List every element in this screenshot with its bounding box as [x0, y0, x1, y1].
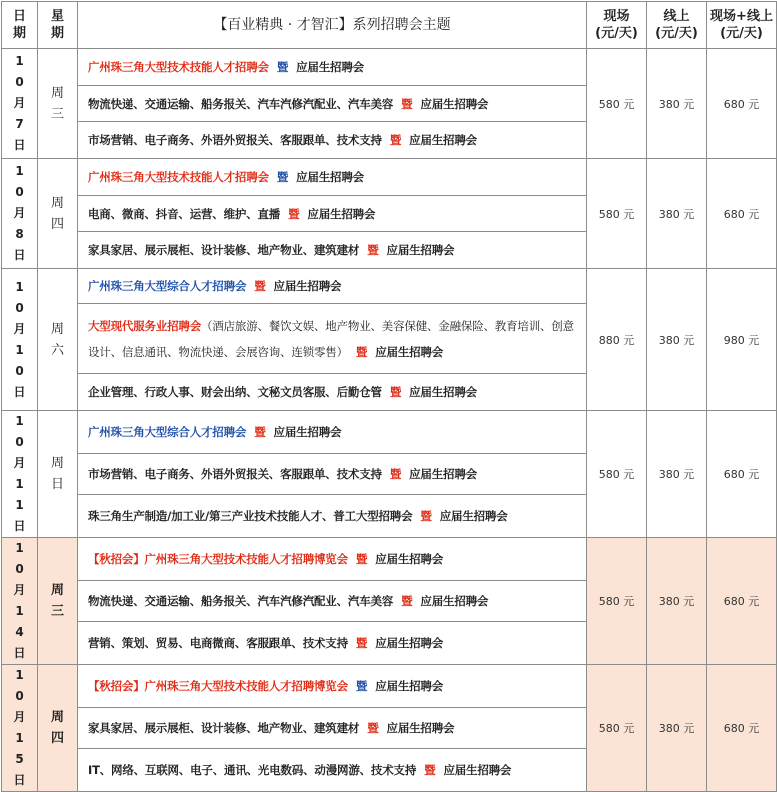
- jia-connector: 暨: [276, 60, 289, 74]
- topic-rest: 应届生招聘会: [273, 279, 342, 293]
- jia-connector: 暨: [355, 636, 368, 651]
- topic-lead: 市场营销、电子商务、外语外贸报关、客服跟单、技术支持: [88, 133, 382, 147]
- topic-rest: 应届生招聘会: [439, 509, 508, 524]
- jia-connector: 暨: [355, 551, 368, 566]
- session-date: [2, 538, 38, 665]
- jia-connector: 暨: [355, 344, 368, 359]
- jia-connector: 暨: [389, 385, 402, 399]
- session-weekday: [38, 665, 78, 792]
- combo-price: 680 元: [707, 159, 777, 269]
- jia-connector: 暨: [254, 424, 266, 439]
- date-header: [2, 2, 38, 49]
- table-row: [2, 49, 777, 86]
- session-date-label: 10月7日: [13, 54, 26, 152]
- session-topic: [78, 665, 587, 708]
- topic-rest: 应届生招聘会: [386, 243, 455, 257]
- combo-price: 980 元: [707, 269, 777, 411]
- weekday-header-label: 星期: [50, 9, 64, 41]
- topic-rest: 应届生招聘会: [296, 170, 364, 184]
- jia-connector: 暨: [389, 466, 402, 481]
- topic-rest: 应届生招聘会: [375, 678, 444, 693]
- online-price: 380 元: [647, 538, 707, 665]
- session-date-label: 10月14日: [13, 541, 26, 660]
- combo-price: 680 元: [707, 538, 777, 665]
- session-date: [2, 411, 38, 538]
- session-weekday: [38, 411, 78, 538]
- topic-lead: 【秋招会】广州珠三角大型技术技能人才招聘博览会: [88, 678, 348, 693]
- session-weekday-label: 周六: [50, 321, 64, 358]
- session-topic: [78, 49, 587, 86]
- topic-lead: 广州珠三角大型综合人才招聘会: [88, 279, 247, 293]
- online-header-line1: 线上: [663, 9, 690, 24]
- session-date-label: 10月11日: [13, 414, 26, 533]
- schedule-table: [1, 1, 777, 792]
- session-topic: [78, 749, 587, 792]
- topic-lead: IT、网络、互联网、电子、通讯、光电数码、动漫网游、技术支持: [88, 763, 417, 778]
- session-weekday-label: 周三: [50, 583, 64, 619]
- online-price: 380 元: [647, 269, 707, 411]
- session-weekday-label: 周三: [50, 85, 64, 122]
- onsite-price: 580 元: [587, 49, 647, 159]
- session-date: [2, 49, 38, 159]
- table-row: [2, 665, 777, 708]
- jia-connector: 暨: [401, 96, 413, 111]
- jia-connector: 暨: [288, 206, 300, 221]
- topic-note: （酒店旅游、餐饮文娱、地产物业、美容保健、金融保险、教育培训、创意设计、信息通讯、物流快递、会展咨询、连锁零售）: [88, 318, 574, 359]
- onsite-price: 580 元: [587, 665, 647, 792]
- jia-connector: 暨: [401, 593, 413, 608]
- jia-connector: 暨: [367, 243, 379, 257]
- combo-price-header: [707, 2, 777, 49]
- session-weekday: [38, 159, 78, 269]
- session-weekday-label: 周四: [50, 710, 64, 746]
- session-date-label: 10月8日: [13, 164, 26, 262]
- onsite-price: 580 元: [587, 411, 647, 538]
- session-date: [2, 665, 38, 792]
- topic-lead: 广州珠三角大型技术技能人才招聘会: [88, 170, 269, 184]
- session-topic: [78, 196, 587, 232]
- session-topic: [78, 122, 587, 159]
- weekday-header: [38, 2, 78, 49]
- topic-lead: 家具家居、展示展柜、设计装修、地产物业、建筑建材: [88, 243, 360, 257]
- session-topic: [78, 374, 587, 411]
- jia-connector: 暨: [367, 720, 379, 735]
- topic-lead: 企业管理、行政人事、财会出纳、文秘文员客服、后勤仓管: [88, 385, 382, 399]
- session-weekday-label: 周日: [50, 456, 64, 492]
- topic-rest: 应届生招聘会: [307, 206, 376, 221]
- topic-rest: 应届生招聘会: [409, 385, 477, 399]
- table-row: [2, 269, 777, 304]
- session-topic: [78, 707, 587, 749]
- online-price: 380 元: [647, 159, 707, 269]
- jia-connector: 暨: [424, 763, 436, 778]
- session-topic: [78, 86, 587, 122]
- topic-rest: 应届生招聘会: [420, 96, 489, 111]
- jia-connector: 暨: [254, 279, 266, 293]
- table-row: [2, 159, 777, 196]
- session-date: [2, 269, 38, 411]
- jia-connector: 暨: [389, 133, 402, 147]
- schedule-body: [2, 49, 777, 792]
- topic-rest: 应届生招聘会: [296, 60, 364, 74]
- topic-rest: 应届生招聘会: [375, 551, 444, 566]
- onsite-header-line1: 现场: [603, 9, 630, 24]
- online-price: 380 元: [647, 665, 707, 792]
- topic-rest: 应届生招聘会: [409, 133, 477, 147]
- topic-lead: 市场营销、电子商务、外语外贸报关、客服跟单、技术支持: [88, 466, 382, 481]
- onsite-price: 580 元: [587, 538, 647, 665]
- session-topic: [78, 304, 587, 374]
- session-topic: [78, 159, 587, 196]
- date-header-label: 日期: [12, 9, 26, 41]
- online-price: 380 元: [647, 411, 707, 538]
- topic-rest: 应届生招聘会: [420, 593, 489, 608]
- jia-connector: 暨: [355, 678, 368, 693]
- session-topic: [78, 538, 587, 581]
- header-row: [2, 2, 777, 49]
- topic-lead: 珠三角生产制造/加工业/第三产业技术技能人才、普工大型招聘会: [88, 509, 413, 524]
- topic-lead: 广州珠三角大型技术技能人才招聘会: [88, 60, 269, 74]
- session-topic: [78, 269, 587, 304]
- table-row: [2, 411, 777, 454]
- jia-connector: 暨: [276, 170, 289, 184]
- session-topic: [78, 622, 587, 665]
- onsite-header-line2: (元/天): [595, 26, 638, 41]
- jia-connector: 暨: [420, 509, 432, 524]
- onsite-price: 580 元: [587, 159, 647, 269]
- online-price-header: [647, 2, 707, 49]
- session-topic: [78, 453, 587, 495]
- session-date-label: 10月15日: [13, 668, 26, 787]
- topic-lead: 营销、策划、贸易、电商微商、客服跟单、技术支持: [88, 636, 348, 651]
- topic-rest: 应届生招聘会: [409, 466, 477, 481]
- topic-rest: 应届生招聘会: [375, 344, 444, 359]
- session-topic: [78, 580, 587, 622]
- session-weekday: [38, 269, 78, 411]
- topic-lead: 广州珠三角大型综合人才招聘会: [88, 424, 247, 439]
- combo-header-line2: (元/天): [720, 26, 763, 41]
- session-date: [2, 159, 38, 269]
- onsite-price: 880 元: [587, 269, 647, 411]
- online-price: 380 元: [647, 49, 707, 159]
- topic-lead: 【秋招会】广州珠三角大型技术技能人才招聘博览会: [88, 551, 348, 566]
- combo-price: 680 元: [707, 411, 777, 538]
- online-header-line2: (元/天): [655, 26, 698, 41]
- session-weekday: [38, 538, 78, 665]
- topic-lead: 大型现代服务业招聘会: [88, 318, 201, 333]
- combo-price: 680 元: [707, 49, 777, 159]
- topic-lead: 物流快递、交通运输、船务报关、汽车汽修汽配业、汽车美容: [88, 96, 394, 111]
- topic-rest: 应届生招聘会: [273, 424, 342, 439]
- topic-header: 【百业精典 · 才智汇】系列招聘会主题: [78, 2, 587, 49]
- session-topic: [78, 232, 587, 269]
- topic-rest: 应届生招聘会: [386, 720, 455, 735]
- session-weekday-label: 周四: [50, 195, 64, 232]
- session-topic: [78, 411, 587, 454]
- session-date-label: 10月10日: [13, 279, 26, 399]
- combo-price: 680 元: [707, 665, 777, 792]
- table-row: [2, 538, 777, 581]
- session-topic: [78, 495, 587, 538]
- topic-lead: 电商、微商、抖音、运营、维护、直播: [88, 206, 281, 221]
- session-weekday: [38, 49, 78, 159]
- combo-header-line1: 现场+线上: [710, 9, 773, 24]
- topic-lead: 物流快递、交通运输、船务报关、汽车汽修汽配业、汽车美容: [88, 593, 394, 608]
- topic-rest: 应届生招聘会: [443, 763, 512, 778]
- topic-rest: 应届生招聘会: [375, 636, 444, 651]
- onsite-price-header: [587, 2, 647, 49]
- topic-lead: 家具家居、展示展柜、设计装修、地产物业、建筑建材: [88, 720, 360, 735]
